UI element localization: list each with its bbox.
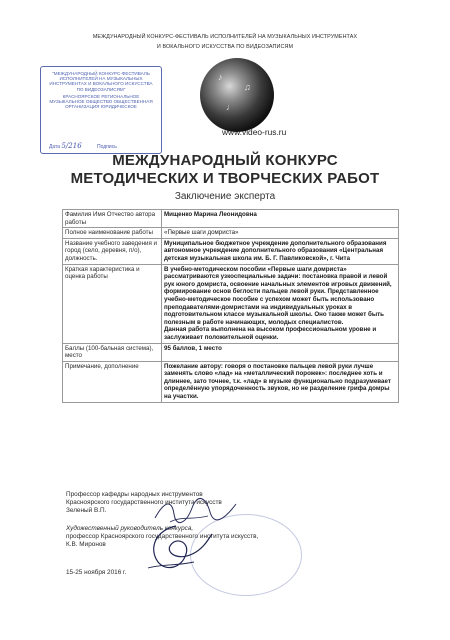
stamp-line: ОРГАНИЗАЦИЯ ЮРИДИЧЕСКОЕ (65, 104, 137, 110)
stamp-date-row (49, 141, 117, 150)
expert-line: Красноярского государственного института искусств (66, 499, 222, 506)
document-date: 15-25 ноября 2016 г. (66, 569, 127, 576)
row-label: Краткая характеристика и оценка работы (63, 264, 162, 343)
stamp-date-value: 5/216 (61, 141, 82, 150)
row-value: Пожелание автору: говоря о постановке пальцев левой руки лучше заменять слово «лад» на «металлический порожек»: последнее хоть и длиннее, зато точнее, т.к. «лад» в музыке функционально подразумевает определённую упорядоченность звуков, но не разделение грифа домры на участки. (162, 361, 399, 402)
director-signature-icon (136, 522, 216, 574)
row-label: Фамилия Имя Отчество автора работы (63, 210, 162, 228)
stamp-sign-label: Подпись (97, 143, 117, 150)
stamp-line: ИНСТРУМЕНТАХ И ВОКАЛЬНОГО ИСКУССТВА (49, 81, 153, 87)
row-value: Муниципальное бюджетное учреждение дополнительного образования автономное учреждение дополнительного образования «Центральная детская музыкальная школа им. Б. Г. Павликовской», г. Чита (162, 238, 399, 264)
expert-report-table (62, 209, 399, 403)
page-subtitle: Заключение эксперта (174, 191, 276, 202)
stamp-line: МУЗЫКАЛЬНОЕ ОБЩЕСТВО ОБЩЕСТВЕННАЯ (49, 99, 153, 105)
expert-line: Зеленый В.П. (66, 507, 107, 514)
row-label: Примечание, дополнение (63, 361, 162, 402)
table-row (63, 361, 399, 402)
director-line: К.В. Миронов (66, 541, 106, 548)
stamp-date-label: Дата (49, 143, 61, 150)
header-line-2: И ВОКАЛЬНОГО ИСКУССТВА ПО ВИДЕОЗАПИСЯМ (156, 44, 294, 50)
table-row (63, 210, 399, 228)
stamp-line: "МЕЖДУНАРОДНЫЙ КОНКУРС-ФЕСТИВАЛЬ (52, 71, 150, 76)
stamp-line: ИСПОЛНИТЕЛЕЙ НА МУЗЫКАЛЬНЫХ (59, 76, 143, 82)
globe-logo-icon: ♪ ♫ ♩ (200, 58, 274, 132)
organization-stamp (40, 66, 162, 154)
director-line: профессор Красноярского государственного института искусств, (66, 533, 259, 540)
table-row (63, 343, 399, 361)
page-title-line-2: МЕТОДИЧЕСКИХ И ТВОРЧЕСКИХ РАБОТ (70, 170, 380, 187)
row-value: Мищенко Марина Леонидовна (162, 210, 399, 228)
table-row (63, 238, 399, 264)
row-value: «Первые шаги домриста» (162, 228, 399, 239)
stamp-line: ПО ВИДЕОЗАПИСЯМ" (76, 86, 126, 92)
site-url: www.video-rus.ru (222, 127, 287, 137)
row-label: Полное наименование работы (63, 228, 162, 239)
row-label: Баллы (100-бальная система), место (63, 343, 162, 361)
table-row (63, 264, 399, 343)
header-line-1: МЕЖДУНАРОДНЫЙ КОНКУРС-ФЕСТИВАЛЬ ИСПОЛНИТЕЛЕЙ НА МУЗЫКАЛЬНЫХ ИНСТРУМЕНТАХ (92, 34, 358, 40)
expert-line: Профессор кафедры народных инструментов (66, 491, 203, 498)
row-value: В учебно-методическом пособии «Первые шаги домриста» рассматриваются узкоспециальные задачи: постановка правой и левой рук юного домриста, освоение начальных элементов игровых движений, формирование основ беглости пальцев левой руки. Представленное учебно-методическое пособие с успехом может быть использовано преподавателями-домристами на индивидуальных уроках в подготовительном классе музыкальной школы. Оно также может быть полезным в работе начинающих, молодых специалистов. Данная работа выполнена на высоком профессиональном уровне и заслуживает положительной оценки. (162, 264, 399, 343)
page-title-line-1: МЕЖДУНАРОДНЫЙ КОНКУРС (112, 152, 338, 169)
table-row (63, 228, 399, 239)
stamp-line: КРАСНОЯРСКОЕ РЕГИОНАЛЬНОЕ (62, 93, 140, 99)
row-value: 95 баллов, 1 место (162, 343, 399, 361)
row-label: Название учебного заведения и город (село, деревня, п/о), должность. (63, 238, 162, 264)
director-line: Художественный руководитель конкурса, (66, 525, 194, 532)
